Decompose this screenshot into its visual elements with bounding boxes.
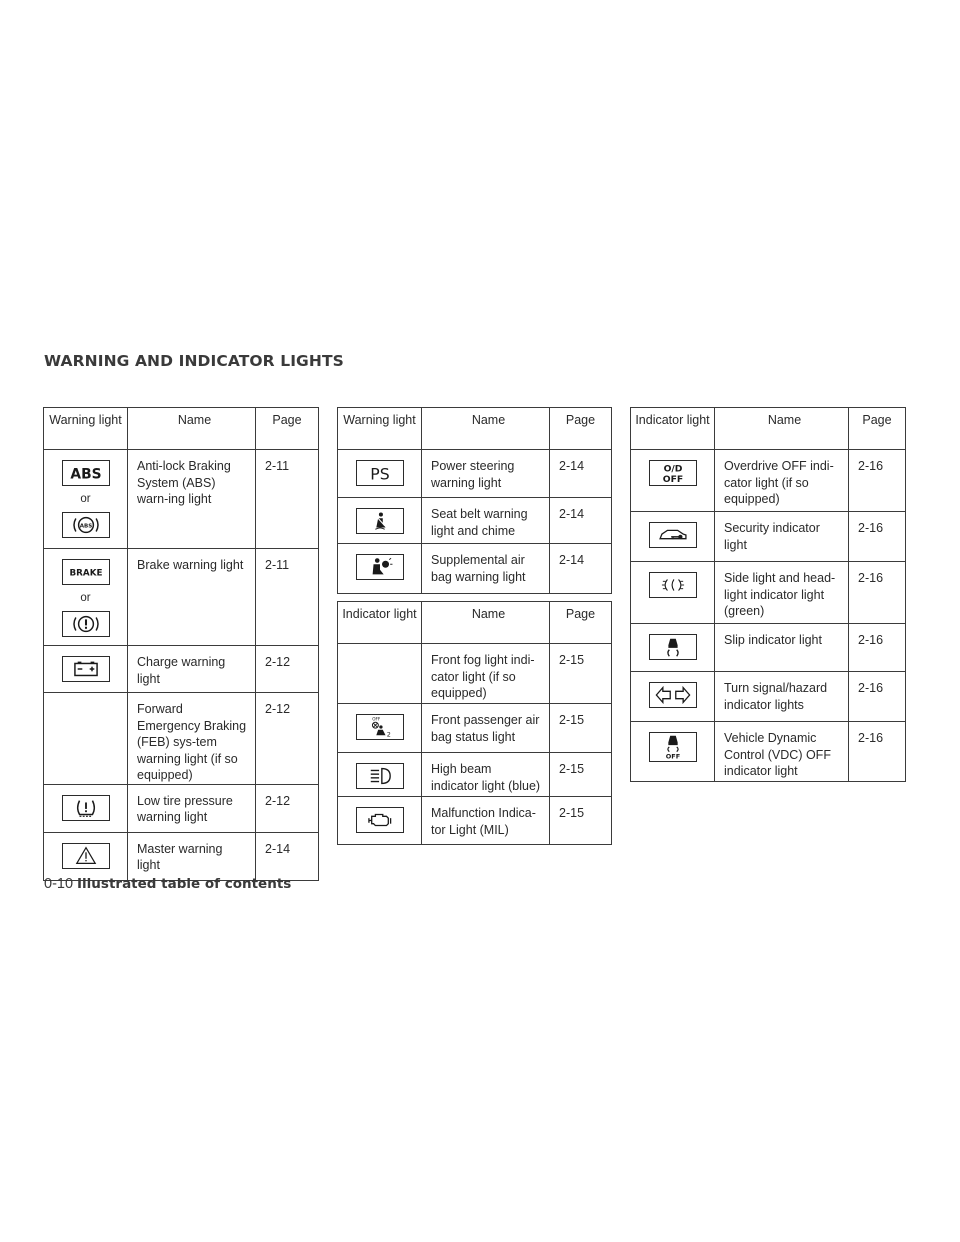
or-label: or [80, 592, 91, 604]
col-header-page: Page [849, 408, 906, 450]
light-name: Slip indicator light [715, 624, 849, 672]
page-ref: 2-16 [849, 722, 906, 782]
light-name: Low tire pressure warning light [128, 784, 256, 832]
table-row [44, 646, 319, 693]
table-row [338, 644, 612, 704]
table-row [338, 498, 612, 544]
security-car-key-icon [649, 522, 697, 548]
light-name: Turn signal/hazard indicator lights [715, 672, 849, 722]
table-row [631, 562, 906, 624]
light-name: Side light and head-light indicator light (green) [715, 562, 849, 624]
or-label: or [80, 493, 91, 505]
warning-lights-table-2 [337, 407, 612, 845]
page-ref: 2-15 [550, 704, 612, 753]
page-ref: 2-12 [256, 784, 319, 832]
light-name: Supplemental air bag warning light [422, 544, 550, 594]
page-ref: 2-14 [256, 832, 319, 880]
col-header-page: Page [256, 408, 319, 450]
side-head-light-icon [649, 572, 697, 598]
svg-text:ABS: ABS [79, 522, 92, 529]
warning-lights-table-1 [43, 407, 319, 881]
table-row [44, 784, 319, 832]
light-name: Master warning light [128, 832, 256, 880]
svg-text:PS: PS [369, 464, 390, 484]
tire-pressure-icon [62, 795, 110, 821]
abs-text-icon [62, 460, 110, 486]
svg-text:OFF: OFF [665, 752, 680, 761]
col-header-page: Page [550, 408, 612, 450]
light-name: Seat belt warning light and chime [422, 498, 550, 544]
col-header-indicator-light: Indicator light [631, 408, 715, 450]
svg-text:OFF: OFF [662, 473, 683, 485]
col-header-warning-light: Warning light [338, 408, 422, 450]
table-row [44, 549, 319, 646]
svg-text:OFF: OFF [371, 716, 380, 722]
power-steering-icon [356, 460, 404, 486]
vdc-off-icon [649, 732, 697, 762]
indicator-lights-table [630, 407, 906, 782]
page-ref: 2-16 [849, 562, 906, 624]
footer-title: Illustrated table of contents [77, 876, 292, 892]
seat-belt-icon [356, 508, 404, 534]
light-name: Malfunction Indica-tor Light (MIL) [422, 797, 550, 845]
col-header-name: Name [128, 408, 256, 450]
col-header-name: Name [422, 408, 550, 450]
od-off-icon [649, 460, 697, 486]
table-row [338, 797, 612, 845]
light-name: Front passenger air bag status light [422, 704, 550, 753]
page-ref: 2-15 [550, 797, 612, 845]
light-name: Anti-lock Braking System (ABS) warn-ing light [128, 450, 256, 549]
svg-text:BRAKE: BRAKE [69, 568, 102, 579]
table-row [338, 544, 612, 594]
light-name: Front fog light indi-cator light (if so equipped) [422, 644, 550, 704]
col-header-name: Name [715, 408, 849, 450]
airbag-icon [356, 554, 404, 580]
high-beam-icon [356, 763, 404, 789]
table-row [44, 450, 319, 549]
table-row [338, 704, 612, 753]
col-header-indicator-light: Indicator light [338, 602, 422, 644]
page-footer [44, 876, 291, 892]
page-ref: 2-16 [849, 512, 906, 562]
table-row [338, 753, 612, 797]
table-row [631, 672, 906, 722]
page-ref: 2-12 [256, 646, 319, 693]
page-ref: 2-14 [550, 450, 612, 498]
svg-text:ABS: ABS [69, 466, 102, 483]
page-ref: 2-15 [550, 644, 612, 704]
light-name: Power steering warning light [422, 450, 550, 498]
table-row [631, 450, 906, 512]
page-ref: 2-11 [256, 549, 319, 646]
col-header-page: Page [550, 602, 612, 644]
master-warning-icon [62, 843, 110, 869]
table-row [631, 512, 906, 562]
table-row [631, 624, 906, 672]
light-name: High beam indicator light (blue) [422, 753, 550, 797]
svg-text:2: 2 [386, 730, 391, 739]
engine-icon [356, 807, 404, 833]
page-ref: 2-16 [849, 450, 906, 512]
turn-signal-icon [649, 682, 697, 708]
light-name: Overdrive OFF indi-cator light (if so equipped) [715, 450, 849, 512]
page-number: 0-10 [44, 876, 74, 892]
light-name: Forward Emergency Braking (FEB) sys-tem warning light (if so equipped) [128, 693, 256, 785]
light-name: Brake warning light [128, 549, 256, 646]
col-header-name: Name [422, 602, 550, 644]
page-ref: 2-14 [550, 498, 612, 544]
table-row [44, 693, 319, 785]
table-row [44, 832, 319, 880]
table-row [631, 722, 906, 782]
page-ref: 2-11 [256, 450, 319, 549]
slip-car-icon [649, 634, 697, 660]
abs-circle-icon [62, 512, 110, 538]
section-title: WARNING AND INDICATOR LIGHTS [44, 352, 344, 370]
col-header-warning-light: Warning light [44, 408, 128, 450]
brake-text-icon [62, 559, 110, 585]
page-ref: 2-14 [550, 544, 612, 594]
light-name: Vehicle Dynamic Control (VDC) OFF indicator light [715, 722, 849, 782]
page-ref: 2-16 [849, 624, 906, 672]
table-row [338, 450, 612, 498]
light-name: Charge warning light [128, 646, 256, 693]
svg-text:O/D: O/D [663, 463, 682, 475]
light-name: Security indicator light [715, 512, 849, 562]
page-ref: 2-12 [256, 693, 319, 785]
page-ref: 2-16 [849, 672, 906, 722]
page-ref: 2-15 [550, 753, 612, 797]
passenger-airbag-off-icon [356, 714, 404, 740]
brake-circle-icon [62, 611, 110, 637]
battery-icon [62, 656, 110, 682]
